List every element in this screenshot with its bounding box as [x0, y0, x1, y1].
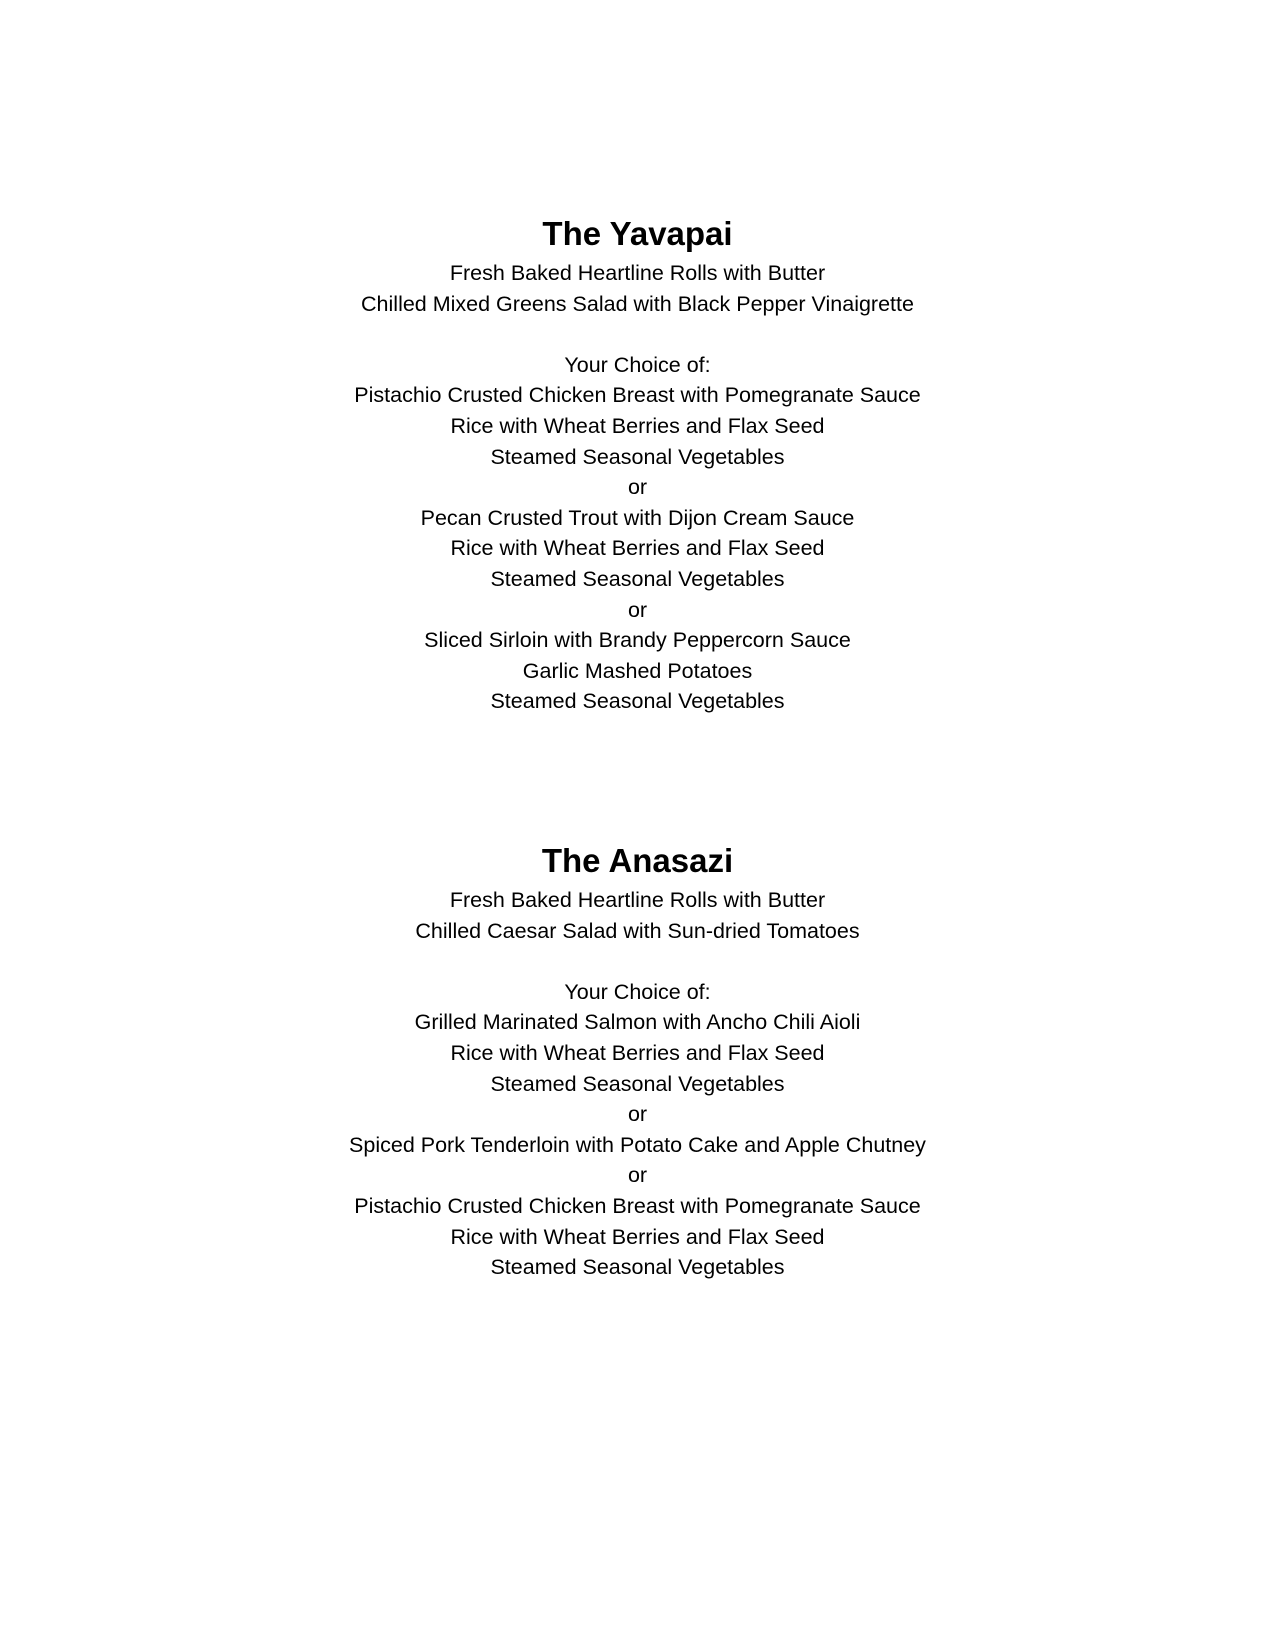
menu-line: Rice with Wheat Berries and Flax Seed	[450, 536, 825, 561]
menu-section-yavapai	[0, 215, 1275, 717]
menu-line: Sliced Sirloin with Brandy Peppercorn Sauce	[424, 628, 851, 653]
menu-line: Fresh Baked Heartline Rolls with Butter	[449, 261, 826, 285]
menu-line: Pistachio Crusted Chicken Breast with Pomegranate Sauce	[354, 1193, 921, 1218]
menu-line: Garlic Mashed Potatoes	[522, 658, 753, 683]
menu-items	[0, 258, 1275, 717]
menu-section-anasazi	[0, 842, 1275, 1283]
menu-line: Rice with Wheat Berries and Flax Seed	[450, 1224, 825, 1249]
menu-line: Chilled Mixed Greens Salad with Black Pepper Vinaigrette	[361, 291, 914, 316]
menu-title: The Yavapai	[542, 215, 733, 252]
menu-line: Fresh Baked Heartline Rolls with Butter	[449, 888, 826, 912]
blank-line	[0, 946, 1275, 977]
menu-line: Steamed Seasonal Vegetables	[490, 689, 785, 714]
menu-line: Steamed Seasonal Vegetables	[490, 1071, 785, 1096]
menu-line: or	[627, 597, 648, 622]
menu-line: Spiced Pork Tenderloin with Potato Cake and Apple Chutney	[349, 1132, 926, 1157]
menu-line: Chilled Caesar Salad with Sun-dried Tomatoes	[415, 918, 860, 943]
menu-line: or	[627, 1163, 648, 1188]
menu-line: Rice with Wheat Berries and Flax Seed	[450, 413, 825, 438]
menu-line: Steamed Seasonal Vegetables	[490, 444, 785, 469]
blank-line	[0, 319, 1275, 350]
menu-line: Grilled Marinated Salmon with Ancho Chili Aioli	[414, 1010, 861, 1035]
menu-line: or	[627, 1102, 648, 1127]
menu-line: Pistachio Crusted Chicken Breast with Pomegranate Sauce	[354, 383, 921, 408]
menu-line: Steamed Seasonal Vegetables	[490, 1255, 785, 1280]
menu-line: Your Choice of:	[564, 352, 711, 377]
menu-line: Steamed Seasonal Vegetables	[490, 566, 785, 591]
menu-line: Pecan Crusted Trout with Dijon Cream Sauce	[420, 505, 855, 530]
menu-title: The Anasazi	[541, 842, 734, 879]
menu-line: Your Choice of:	[564, 979, 711, 1004]
menu-line: Rice with Wheat Berries and Flax Seed	[450, 1040, 825, 1065]
menu-items	[0, 885, 1275, 1283]
menu-line: or	[627, 475, 648, 500]
